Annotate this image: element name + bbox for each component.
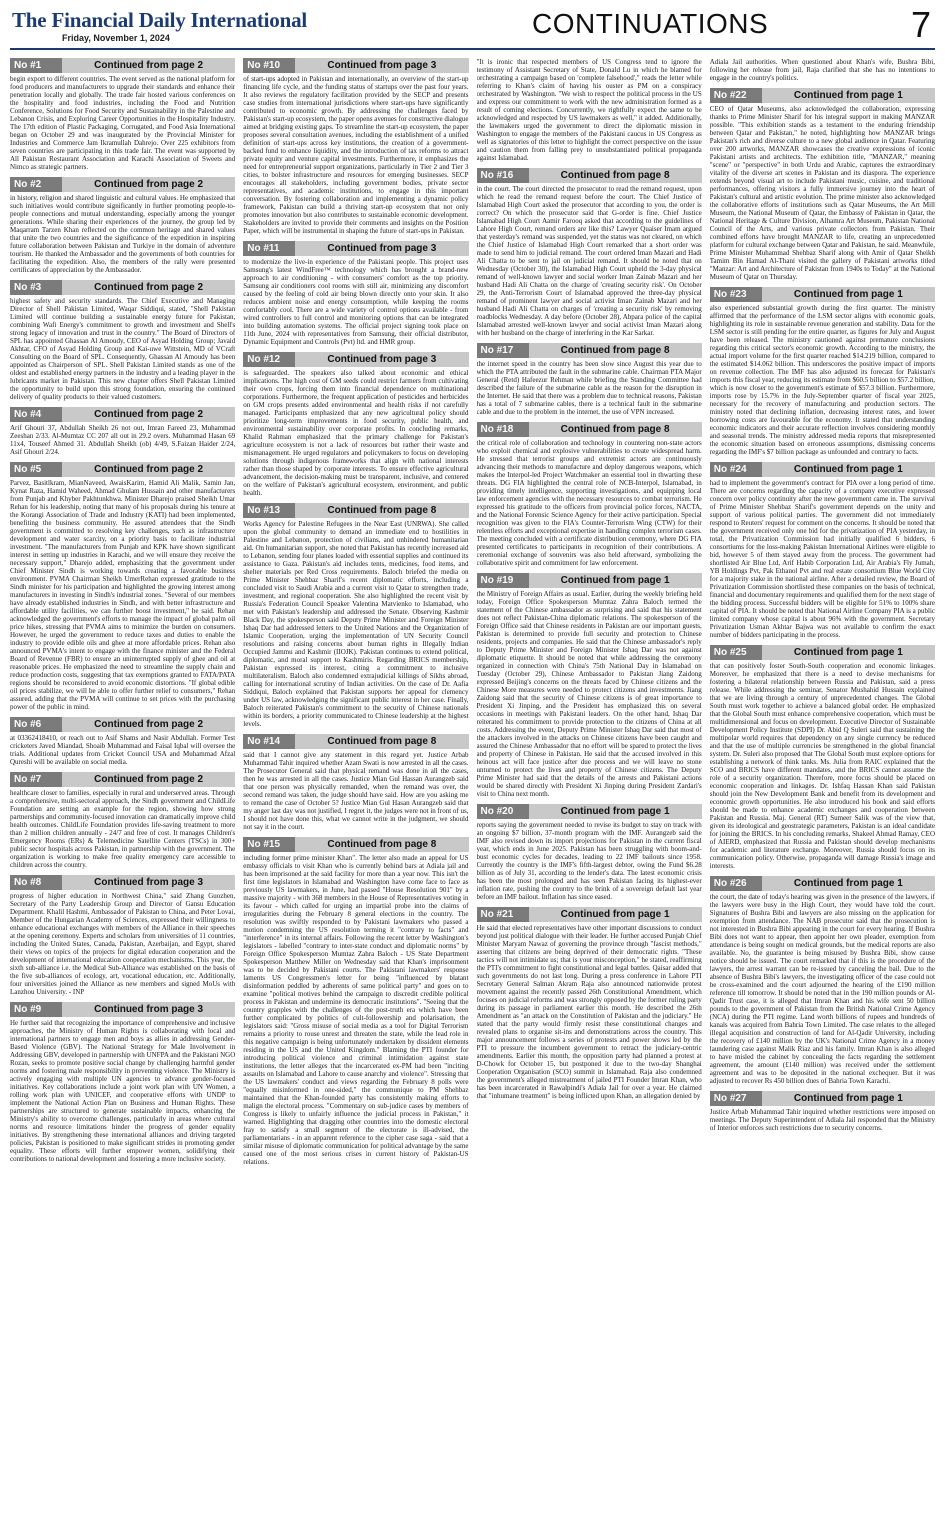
story bbox=[477, 422, 702, 567]
continued-label: Continued from page 8 bbox=[529, 422, 702, 437]
story bbox=[243, 352, 468, 497]
story bbox=[710, 645, 935, 870]
story-header bbox=[710, 1091, 935, 1106]
story-text: in history, religion and shared linguistic and cultural values. He emphasized that such initiatives would contribute significantly in further promoting people-to-people connections and mutual understanding, especially among the younger generations. While sharing their experiences of the journey, the group led by Maqarram Tarzen Khan reflected on the common heritage and shared values that unite the two countries and the significance of the expedition in inspiring future collaboration between Pakistan and Turkiye in the domain of adventure tourism. He thanked the Ambassador and the governments of both countries for facilitating the expedition. Also, the members of the rally were presented certificates of appreciation by the Ambassador. bbox=[10, 194, 236, 274]
story bbox=[10, 1002, 235, 1163]
story-header bbox=[477, 422, 702, 437]
story-header bbox=[710, 462, 935, 477]
story-text: the critical role of collaboration and technology in countering non-state actors who exploit chemical and explosive vulnerabilities to create widespread harm. He stressed that terrorist groups and extremist actors are continuously advancing their methods to manufacture and deploy dangerous weapons, which makes the Interpol-led Project Watchmaker an essential tool in thwarting these threats. DG FIA highlighted the central role of NCB-Interpol, Islamabad, in providing timely intelligence, supporting investigations, and equipping local law enforcement agencies with the necessary resources to combat terrorism. He expressed his gratitude to the officers from provincial police forces, NACTA, and the National Forensic Science Agency for their active participation. Special recognition was given to the FIA's Counter-Terrorism Wing (CTW) for their relentless efforts and exceptional expertise in handling complex terrorism cases. The meeting concluded with a certificate distribution ceremony, where DG FIA presented certificates to participants in recognition of their contributions. A ceremonial exchange of souvenirs was also held afterward, symbolizing the collaborative spirit and commitment for law enforcement. bbox=[476, 439, 702, 567]
story bbox=[710, 88, 935, 281]
story-text: the court, the date of today's hearing was given in the presence of the lawyers, if the lawyers were busy in the High Court, they would have told the court. Signatures of Bushra Bibi and lawyers are also missing on the application for exemption from attendance. The NAB prosecutor said that the prosecution is not interested in Bushra Bibi appearing in the court for every hearing. If Bushra Bibi does not want to appear, then appoint her own pleader, exemption from attendance is being sought on medical grounds, but the medical reports are also available. No, the guarantee is being misused by Bushra Bibi, show cause notice should be issued. The court remarked that if this is the procedure of the lawyers, the arrest warrant can be re-issued by canceling the bail. Due to the absence of Bushra Bibi's lawyers, the investigating officer of the case could not be cross-examined and the court adjourned the hearing of the £190 million reference till tomorrow. It should be noted that in the 190 million pounds or Al-Qadir Trust case, it is alleged that Imran Khan and his wife sent 50 billion pounds to the government of Pakistan from the British National Crime Agency (NCA) during the PTI regime. Land worth billions of rupees and hundreds of kanals was acquired from Bahria Town Limited. The case relates to the alleged illegal acquisition and construction of land for Al-Qadir University, including the recovery of £140 million by the UK's National Crime Agency in a money laundering case against Malik Riaz and his family. Imran Khan is also alleged to have misled the cabinet by concealing the facts regarding the settlement agreement, the amount (£140 million) was received under the settlement agreement and was to be deposited in the national exchequer. But it was adjusted to recover Rs 450 billion dues of Bahria Town Karachi. bbox=[709, 893, 935, 1085]
continued-label: Continued from page 8 bbox=[295, 503, 468, 518]
story bbox=[243, 241, 468, 346]
story-text: Justice Arbab Muhammad Tahir inquired whether restrictions were imposed on meetings. The Deputy Superintendent of Adiala Jail responded that the Ministry of Interior enforces such restrictions due to security concerns. bbox=[709, 1108, 935, 1132]
story bbox=[477, 168, 702, 337]
story bbox=[710, 462, 935, 639]
story-text: is safeguarded. The speakers also talked about economic and ethical implications. The high cost of GM seeds could restrict farmers from cultivating their own crops, forcing them into financial dependence on multinational corporations. Furthermore, the frequent application of pesticides and herbicides on GM crops presents added environmental and health risks if not carefully managed. Participants emphasized that any new agricultural policy should prioritize long-term improvements in food security, public health, and environmental sustainability over corporate profits. In concluding remarks, Khalid Rahman emphasized that the primary challenge for Pakistan's agriculture ecosystem is not a lack of resources but rather their waste and mismanagement. He urged regulators and policymakers to focus on developing solutions through indigenous frameworks that align with national interests rather than those shaped by corporate interests. To ensure effective agricultural advancement, the decision-making must be transparent, inclusive, and centered on the welfare of Pakistan's agricultural ecosystem, environment, and public health. bbox=[243, 369, 469, 497]
story-header bbox=[710, 287, 935, 302]
story-text: at 03362418410, or reach out to Asif Shams and Nasir Abdullah. Former Test cricketers Javed Miandad, Shoaib Muhammad and Faisal Iqbal will oversee the trials. Additional updates from Cricket Council USA and Muhammad Afzal Qureshi will be available on social media. bbox=[10, 734, 236, 766]
story-text: the internet speed in the country has been slow since August this year due to which the PTA attributed the fault in the submarine cable. Chairman PTA Major General (Retd) Hafeezur Rehman while briefing the Standing Committee had described the failure of the submarine cable as the reason for the disruption in the Internet. He said that there was a problem due to technical reasons, Pakistan has a total of 7 submarine cables, there is a technical fault in the submarine cable and due to the problem in the internet, the use of VPN increased. bbox=[476, 360, 702, 416]
story-number: No #22 bbox=[710, 88, 762, 103]
story-number: No #14 bbox=[243, 734, 295, 749]
story bbox=[710, 58, 935, 82]
story bbox=[10, 407, 235, 456]
story bbox=[243, 503, 468, 728]
story-number: No #23 bbox=[710, 287, 762, 302]
story-number: No #6 bbox=[10, 717, 62, 732]
column-2 bbox=[243, 58, 468, 1524]
story-number: No #11 bbox=[243, 241, 295, 256]
continued-label: Continued from page 1 bbox=[762, 462, 935, 477]
paper-name: The Financial Daily International bbox=[12, 8, 308, 32]
story-text: in the court. The court directed the prosecutor to read the remand request, upon which he read the remand request before the court. The Chief Justice of Islamabad High Court asked the prosecutor that according to you, the order is correct? On which the prosecutor said that G-order is fine. Chief Justice Islamabad High Court Aamir Farooq asked that according to the guidelines of Lahore High Court, remand orders are like this? Lawyer Quaiser Imam argued that yesterday's remand was suspended, yet the status was not cleared, on which the Chief Justice of Islamabad High Court remarked that a short order was made to send him to judicial remand. The court ordered Iman Mazari and Hadi Ali Chatta to be sent to jail on judicial remand. It should be noted that on Wednesday (October 30), the Islamabad High Court upheld the 3-day physical remand of well-known lawyer and social worker Iman Zainab Mazari and her husband Hadi Ali Chatta on the charge of 'creating security risk'. On October 29, the Anti-Terrorism Court of Islamabad approved the three-day physical remand of prominent lawyer and social activist Iman Zainab Mazari and her husband Hadi Ali Chatta on charges of 'creating a security risk' by removing roadblocks Wednesday. A day before (October 28), Abpara police of the capital Islamabad arrested well-known lawyer and social activist Iman Mazari along with her husband on the charge of interfering in the Kar Sarkar. bbox=[476, 185, 702, 337]
section-title: CONTINUATIONS bbox=[532, 8, 769, 39]
story-header bbox=[10, 280, 235, 295]
story-number: No #27 bbox=[710, 1091, 762, 1106]
story-number: No #26 bbox=[710, 876, 762, 891]
story-header bbox=[477, 907, 702, 922]
continued-label: Continued from page 1 bbox=[762, 1091, 935, 1106]
story-header bbox=[243, 734, 468, 749]
continued-label: Continued from page 8 bbox=[529, 168, 702, 183]
story-header bbox=[477, 168, 702, 183]
story-header bbox=[710, 645, 935, 660]
continued-label: Continued from page 2 bbox=[62, 772, 235, 787]
continued-label: Continued from page 2 bbox=[62, 407, 235, 422]
story-text: He further said that recognizing the importance of comprehensive and inclusive approaches, the Ministry of Human Rights is collaborating with local and international partners to engage men and boys as allies in addressing Gender-Based Violence (GBV). The National Strategy for Male Involvement in Addressing GBV, developed in partnership with UNFPA and the Pakistani NGO Rozan, seeks to promote positive social change by challenging harmful gender norms and fostering male responsibility in preventing violence. The Ministry is actively engaging with multiple UN agencies to advance gender-focused initiatives. Key collaborations include a joint work plan with UN Women, a rolling work plan with UNICEF, and cooperative efforts with UNDP to implement the National Action Plan on Business and Human Rights. These partnerships are structured to generate sustainable impacts, enhancing the Ministry's ability to overcome challenges, particularly in areas where cultural norms and resource limitations hinder the progress of gender equality initiatives. By strengthening these international alliances and driving targeted policies, Pakistan is positioned to make significant strides in promoting gender equality. These efforts will further empower women, solidifying their contributions to national development and fostering a more inclusive society. bbox=[10, 1019, 236, 1163]
story-number: No #21 bbox=[477, 907, 529, 922]
continued-label: Continued from page 1 bbox=[762, 287, 935, 302]
continued-label: Continued from page 2 bbox=[62, 462, 235, 477]
continued-label: Continued from page 1 bbox=[762, 645, 935, 660]
continued-label: Continued from page 2 bbox=[62, 280, 235, 295]
story bbox=[10, 280, 235, 401]
continued-label: Continued from page 3 bbox=[295, 241, 468, 256]
story-number: No #16 bbox=[477, 168, 529, 183]
story-text: had to implement the government's contract for PIA over a long period of time. There are concerns regarding the capacity of a company executive expressed concern over policy continuity after the new government came in. The survival of Prime Minister Shehbaz Sharif's government depends on the unity and support of various political parties. The government did not immediately respond to Reuters' request for comment on the concerns. It should be noted that the government received only one bid for the privatization of PIA yesterday, in total, the Privatization Commission had initially qualified 6 bidders, 6 consortiums for the loss-making Pakistan International Airlines were eligible to bid, however 5 of them stayed away from the process. The government had shortlisted Air Blue Ltd, Arif Habib Corporation Ltd, Air Arabia's Fly Jumah, YB Holdings Pvt, Pak Ethanol Pvt and real estate consortium Blue World City for a majority stake in the national airline. After a detailed review, the Board of Privatization Commission shortlisted these companies on the basis of technical, financial and documentary requirements and qualified them for the next stage of the bidding process. Successful bidders will be eligible for 51% to 100% share capital of PIA. It should be noted that National Airline Company PIA is a public limited company whose capital is about 96% with the government. Secretary Privatization Usman Akhtar Bajwa was not available to confirm the exact number of bidders participating in the process. bbox=[709, 479, 935, 639]
page-number: 7 bbox=[910, 4, 931, 45]
story-text: to modernize the live-in experience of the Pakistani people. This project uses Samsung's latest WindFree™ technology which has brought a brand-new approach to air conditioning - with consumers' comfort as the top priority. Samsung air conditioners cool rooms with still air, minimizing any discomfort caused by the feeling of cold air being blown directly onto your skin. It also reduces ambient noise and energy consumption, while keeping the rooms comfortably cool. There are a wide variety of control options available - from wired controllers to full control and monitoring options that can be integrated into building automation systems. The official project signing took place on 11th June, 2024 with representatives from Samsung, their official distributor, Dynamic Equipment and Controls (Pvt) ltd. and HMR group. bbox=[243, 258, 469, 346]
story bbox=[10, 772, 235, 869]
story-text: begin export to different countries. The event served as the national platform for food producers and manufacturers to upgrade their standards and enhance their penetration locally and globally. The trade fair hosted various conferences on the hospitality and food industries, including the Food and Nutrition Conference, Solutions for Food Security and Sustainability in the Palestine and Lebanon Crisis, and Exploring Career Opportunities in the Hospitality Industry. The 17th edition of Plastic Packaging, Corrugated, and Food Asia International began on October 29 and was inaugurated by the Provincial Minister for Industries and Commerce Jam Ikramullah Dahrejo. Over 225 exhibitors from seven countries are participating in this trade fair. The event was supported by All Pakistan Restaurant Association and Karachi Association of Sweets and Nimco as strategic partners. bbox=[10, 75, 236, 171]
story-number: No #5 bbox=[10, 462, 62, 477]
continued-label: Continued from page 1 bbox=[529, 907, 702, 922]
story-number: No #4 bbox=[10, 407, 62, 422]
continued-label: Continued from page 3 bbox=[62, 875, 235, 890]
story-text: that can positively foster South-South cooperation and economic linkages. Moreover, he emphasized that there is a need to devise mechanisms for fostering a bilateral relationship between Russia and Pakistan, said a press release. While addressing the seminar, Senator Mushahid Hussain explained that we are living through a century of unprecedented changes. The Global South must work together to achieve a balanced global order. He emphasized that the Global South must enhance comprehensive cooperation, which must be multidimensional and focus on development. Executive Director of Sustainable Development Policy Institute (SDPI) Dr. Abid Q Suleri said that sustaining the multipolar world requires that dependency on any single currency be reduced and that the use of multiple currencies be strengthened in the global financial system. Dr. Suleri also proposed that The Global South must explore options for establishing a network of think tanks. Ms. Julia from RAIC explained that the SCO and BRICS have different mandates, and the BRICS cannot assume the role of a security organization. Therefore, more focus should be placed on economic cooperation and linkages. Dr. Ishfaq Hassan Khan said Pakistan should join the New Development Bank and benefit from its development and economic growth opportunities. He also introduced his book and said efforts should be made to enhance academic exchanges and cooperation between Pakistan and Russia. Maj. General (RT) Sumeer Salik was of the view that, given its ideological and geostrategic parameters, Pakistan is an ideal candidate for joining the BRICS. In his concluding remarks, Shakeel Ahmad Ramay, CEO of AIERD, emphasized that Russia and Pakistan should develop mechanisms for academic and literature exchange. Moreover, Russia should focus on its communication policy. Otherwise, propaganda will damage Russia's image and interests. bbox=[709, 662, 935, 870]
story-header bbox=[10, 462, 235, 477]
story bbox=[243, 734, 468, 831]
story-header bbox=[243, 503, 468, 518]
story bbox=[477, 804, 702, 901]
story-text: healthcare closer to families, especially in rural and underserved areas. Through a comprehensive, multi-sectoral approach, the Sindh government and ChildLife Foundation are setting an example for the region, showing how strong partnerships and community-focused innovation can dramatically improve child health outcomes. ChildLife Foundation provides life-saving treatment to more than 2 million children annually - 24/7 and free of cost. It manages Children's Emergency Rooms (ERs) & Telemedicine Satellite Centers (TSCs) in 300+ public sector hospitals across Pakistan, in partnership with the government. The organization is working to make free quality emergency care accessible to children across the country. bbox=[10, 789, 236, 869]
story-number: No #13 bbox=[243, 503, 295, 518]
continued-label: Continued from page 1 bbox=[762, 88, 935, 103]
story-number: No #15 bbox=[243, 837, 295, 852]
story-text: highest safety and security standards. The Chief Executive and Managing Director of Shell Pakistan Limited, Waqar Siddiqui, stated, "Shell Pakistan Limited will continue building a sustainable energy future for Pakistan, combining Wafi Energy's commitment to growth and investment and Shell's strong legacy of innovation and trust in the country." The Board of Directors of SPL has appointed Ghassan Al Amoudy, CEO of Asyad Holding Group; Javaid Akhtar, CFO of Asyad Holding Group and Kai-uwe Wittstein, MD of VCraft Consulting on the Board of SPL. Consequently, Ghassan Al Amoudy has been appointed as Chairperson of SPL. Shell Pakistan Limited stands as one of the oldest and established energy partners in the industry and a leading player in the lubricants market in Pakistan. This new chapter offers Shell Pakistan Limited the opportunity to build upon this strong foundation, ensuring the continued delivery of quality products to their valued customers. bbox=[10, 297, 236, 401]
story-header bbox=[10, 1002, 235, 1017]
story-text: the Ministry of Foreign Affairs as usual. Earlier, during the weekly briefing held today, Foreign Office Spokesperson Mumtaz Zahra Baloch termed the statement of the Chinese ambassador as surprising and said that his statement does not reflect Pakistan-China diplomatic relations. The spokesperson of the Foreign Office said that Chinese residents in Pakistan are our important guests, Pakistan is determined to provide full security and protection to Chinese residents, projects and companies. He said that the Chinese ambassador's reply to Deputy Prime Minister and Foreign Minister Ishaq Dar was not against diplomatic etiquette. It should be noted that while addressing the ceremony organized in connection with China's 75th National Day in Islamabad on Tuesday (October 29), Chinese Ambassador to Pakistan Jiang Zaidong expressed Beijing's concerns on the threats faced by Chinese citizens and the Chinese More measures were needed to protect citizens and investments. Jiang Zaidong said that the security of Chinese citizens is of great importance to President Xi Jinping, and the President has emphasized this on several occasions in meetings with Pakistani leaders. On the other hand, Ishaq Dar reiterated his commitment to provide protection to the citizens of China at all costs. Addressing the event, Deputy Prime Minister Ishaq Dar said that most of the attackers involved in the attacks on Chinese citizens have been caught and assured the Chinese Ambassador that no effort will be spared to protect the lives and property of Chinese in Pakistan. He said that the accused involved in this heinous act will face justice after due process and we will leave no stone unturned to protect the lives and property of Chinese citizens. The Deputy Prime Minister had said that the details of the arrests and Pakistani actions would be shared directly with President Xi Jinping during President Zardari's visit to China next month. bbox=[476, 590, 702, 798]
paper-date: Friday, November 1, 2024 bbox=[62, 33, 170, 43]
story-text: He said that elected representatives have other important discussions to conduct beyond just political dialogue with their leader. He further accused Punjab Chief Minister Maryam Nawaz of governing the province through "fascist methods," asserting that citizens are being deprived of their democratic rights. "These tactics will not intimidate us; that is your misconception," he stated, reaffirming the PTI's commitment to fight constitutional and legal battles. Qaisar added that such governments do not last long. During a press conference in Lahore PTI Secretary General Salman Akram Raja also announced nationwide protest movement against the recently passed 26th Constitutional Amendment, which focuses on judicial reforms and was strongly opposed by the former ruling party during its passage in parliament earlier this month. He described the 26th Amendment as "an attack on the Constitution of Pakistan and the judiciary." He stated that the party would firmly resist these constitutional changes and revealed plans to organise sit-ins and demonstrations across the country. This major announcement follows a series of protests and power shows led by the PTI to pressure the incumbent government to retract the judiciary-centric amendments. Earlier this month, the opposition party had planned a protest at D-Chowk for October 15, but postponed it due to the two-day Shanghai Cooperation Organisation (SCO) summit in Islamabad. Raja also condemned the government's alleged mistreatment of jailed PTI Founder Imran Khan, who has been incarcerated in Rawalpindi's Adiala Jail for over a year. He claimed that "inhumane treatment" is being inflicted upon Khan, an allegation denied by bbox=[476, 924, 702, 1100]
story bbox=[710, 1091, 935, 1132]
columns bbox=[10, 58, 935, 1524]
story-header bbox=[477, 804, 702, 819]
story-text: CEO of Qatar Museums, also acknowledged the collaboration, expressing thanks to Prime Minister Sharif for his integral support in making MANZAR possible. "This exhibition stands as a testament to the enduring friendship between Qatar and Pakistan," he noted, highlighting how MANZAR brings Pakistan's rich and diverse culture to a new global audience in Qatar. Featuring over 200 artworks, MANZAR showcases the creative expressions of iconic Pakistani artists and architects. The exhibition title, "MANZAR," meaning "scene" or "perspective" in both Urdu and Arabic, captures the extraordinary vitality of the diverse art scenes in Pakistan and its diaspora. The experience extends beyond visual art to include Pakistani music, cuisine, and traditional performances, offering visitors a fully immersive journey into the heart of Pakistan's cultural and artistic evolution. The prime minister also acknowledged the collaborative efforts of institutions such as Qatar Museums, the Art Mill Museum, the National Museum of Qatar, the Embassy of Pakistan in Qatar, the National Heritage & Culture Division, Alhamra Art Museum, Pakistan National Council of the Arts, and various private collectors from Pakistan. Their combined efforts have brought MANZAR to life, creating an unprecedented platform for cultural exchange between Qatar and Pakistan, he said. Meanwhile, Prime Minister Muhammad Shehbaz Sharif along with Amir of Qatar Sheikh Tamim Bin Hamad Al-Thani visited the gallery of Pakistani artworks titled "Manzar: Art and Architecture of Pakistan from 1940s to Today" at the National Museum of Qatar on Thursday. bbox=[709, 105, 935, 281]
story-number: No #19 bbox=[477, 573, 529, 588]
story-number: No #25 bbox=[710, 645, 762, 660]
masthead bbox=[10, 6, 935, 50]
story-number: No #18 bbox=[477, 422, 529, 437]
story bbox=[243, 837, 468, 1166]
story-header bbox=[10, 772, 235, 787]
continued-label: Continued from page 8 bbox=[529, 343, 702, 358]
story-header bbox=[243, 241, 468, 256]
story-text: Parvez, Basitlkram, MianNaveed, AwaisKarim, Hamid Ali Malik, Samin Jan, Kynat Raza, Hamid Waheed, Ahmad Ghulam Hussain and other manufacturers from Punjab and Khyber Pakhtunkhwa. Minister Dharejo praised Sheikh Umar Rehan for his leadership, noting that many of his proposals during his tenure at the Korangi Association of Trade and Industry (KATI) had been implemented, benefiting the business community. He assured attendees that the Sindh government is committed to resolving key challenges, such as infrastructure development and water scarcity, on a priority basis to facilitate industrial investment. "The manufacturers from Punjab and KPK have shown significant interest in setting up industries in Karachi, and we will ensure they receive the necessary support," Dharejo added, emphasizing that the government under Chief Minister Sindh is working towards creating a favorable business environment. PVMA Chairman Sheikh UmerRehan expressed gratitude to the Sindh minister for his participation and highlighted the growing interest among manufacturers in investing in Sindh's industrial zones. "Several of our members have already established industries in Sindh, and with better infrastructure and affordable utility facilities, we can further boost investment," he said. Rehan acknowledged the government's efforts to manage the impact of global palm oil price hikes, stressing that PVMA aims to minimize the burden on consumers. However, he urged the government to reduce taxes and duties to enable the industry to provide edible oils and ghee at more affordable prices. Rehan also announced PVMA's intent to engage with the finance minister and the Federal Board of Revenue (FBR) to ensure an uninterrupted supply of ghee and oil at reasonable prices. He emphasized the need to streamline the supply chain and reduce production costs, suggesting that tax exemptions granted to FATA/PATA regions should be reconsidered to avoid economic distortions. "If global edible oil prices stabilize, we will be able to offer further relief to consumers," Rehan assured, adding that the PVMA will continue to set prices with the purchasing power of the public in mind. bbox=[10, 479, 236, 711]
continued-label: Continued from page 3 bbox=[295, 58, 468, 73]
story-number: No #1 bbox=[10, 58, 62, 73]
story bbox=[10, 177, 235, 274]
story bbox=[10, 875, 235, 996]
story-header bbox=[710, 88, 935, 103]
story bbox=[10, 717, 235, 766]
story-number: No #20 bbox=[477, 804, 529, 819]
continued-label: Continued from page 2 bbox=[62, 177, 235, 192]
continued-label: Continued from page 8 bbox=[295, 837, 468, 852]
story-number: No #10 bbox=[243, 58, 295, 73]
continued-label: Continued from page 1 bbox=[529, 573, 702, 588]
story-header bbox=[10, 407, 235, 422]
story bbox=[243, 58, 468, 235]
story bbox=[710, 287, 935, 456]
story bbox=[710, 876, 935, 1085]
story-text: Works Agency for Palestine Refugees in the Near East (UNRWA). She called upon the global community to demand an immediate end to hostilities in Palestine and Lebanon, protection of civilians, and unhindered humanitarian aid. On humanitarian support, she noted that Pakistan has recently increased aid to Lebanon, sending four planes loaded with essential supplies and continued its assistance to Gaza. Pakistan's aid includes tents, medicines, food items, and shelter materials per Red Cross requirements. Baloch briefed the media on Prime Minister Shehbaz Sharif's recent diplomatic efforts, including a concluded visit to Saudi Arabia and a current visit to Qatar to strengthen trade, investment, and regional cooperation. She also highlighted the recent visit by Russia's Federation Council Speaker Valentina Matvienko to Islamabad, who met with Pakistan's leadership and addressed the Senate. Observing Kashmir Black Day, the spokesperson said Deputy Prime Minister and Foreign Minister Ishaq Dar had addressed letters to the United Nations and the Organization of Islamic Cooperation, urging the implementation of UN Security Council resolutions and raising concerns about human rights in Illegally Indian Occupied Jammu and Kashmir (IIOJK). Pakistan continues to extend political, diplomatic, and moral support to Kashmiris. Regarding BRICS membership, Pakistan expressed its interest, citing a commitment to inclusive multilateralism. Baloch also condemned extrajudicial killings of Sikhs abroad, calling for international scrutiny of Indian activities. On the case of Dr. Aafia Siddiqui, Baloch explained that Pakistan supports her appeal for clemency under US law, acknowledging the significant public interest in her case. Finally, Baloch reiterated Pakistan's commitment to the security of Chinese nationals within its borders, a priority communicated to Chinese leadership at the highest levels. bbox=[243, 520, 469, 728]
story-text: progress of higher education in Northwest China," said Zhang Guozhen, Secretary of the Party Leadership Group and Director of Gansu Education Department. Khalil Hashmi, Ambassador of Pakistan to China, and Peter Lovai, Member of the Hungarian Academy of Sciences, expressed their willingness to enhance educational exchanges with members of the Alliance in their speeches at the opening ceremony. Experts and scholars from universities of 11 countries, including the United States, Canada, Pakistan, Azerbaijan, and Egypt, shared their views on topics of the projects for digital education cooperation and the development of international education cooperation mechanisms. This year, the sixth sub-alliance i.e. the Medical Sub-Alliance was established on the basis of the five sub-alliances of ecology, art, vocational education, etc. Additionally, four universities joined the Alliance as new members and signed MoUs with Lanzhou University. - INP bbox=[10, 892, 236, 996]
story bbox=[477, 58, 702, 162]
column-4 bbox=[710, 58, 935, 1524]
story-header bbox=[477, 573, 702, 588]
continued-label: Continued from page 2 bbox=[62, 58, 235, 73]
story-text: also experienced substantial growth during the first quarter. The ministry affirmed that the performance of the LSM sector aligns with economic goals, highlighting its role in sustainable revenue generation and stability. Data for the LSM sector is still pending for the entire quarter, as figures for July and August have been released. The ministry cautioned against premature conclusions regarding this critical sector's economic growth. According to the ministry, the actual import volume for the first quarter reached $14.219 billion, compared to the estimated $14.062 billion. This underscores the positive impact of imports on revenue collection. The IMF has also adjusted its forecast for Pakistan's imports this fiscal year, reducing its estimate from $60.5 billion to $57.2 billion, which is now closer to the government's estimate of $57.3 billion. Furthermore, imports rose by 15.7% in the July-September quarter of fiscal year 2025, necessary for the recovery of manufacturing and production sectors. The ministry noted that declining inflation, decreasing interest rates, and lower borrowing costs are favourable for the economy. It stated that understanding economic indicators and their accurate reflection involves considering monthly and seasonal trends. The ministry addressed media reports that misrepresented the economic situation based on erroneous assumptions, dismissing concerns regarding the IMF's $7 billion package as unfounded and contrary to facts. bbox=[709, 304, 935, 456]
story bbox=[477, 907, 702, 1100]
continued-label: Continued from page 8 bbox=[295, 734, 468, 749]
continued-label: Continued from page 1 bbox=[529, 804, 702, 819]
story-header bbox=[10, 717, 235, 732]
story bbox=[477, 343, 702, 416]
story-text: of start-ups adopted in Pakistan and internationally, an overview of the start-up financing life cycle, and the funding status of startups over the past four years. It also reviews the regulatory facilitation provided by the SECP and presents case studies from international jurisdictions where start-ups have significantly contributed to economic growth. By addressing the challenges faced by Pakistan's start-up ecosystem, the paper opens avenues for constructive dialogue aimed at bridging existing gaps. To streamline the start-up ecosystem, the paper proposes several consultation avenues, including the establishment of a unified definition of start-ups across key institutions, the creation of a government-backed fund to enhance liquidity, and the introduction of tax reforms to attract private equity and venture capital investments. Furthermore, it emphasizes the need for entrepreneurial support organizations, particularly in Tier 2 and Tier 3 cities, to bolster infrastructure and resources for emerging businesses. SECP encourages all stakeholders, including government bodies, private sector representatives, and academic institutions, to engage in this important conversation. By fostering collaboration and implementing a dynamic policy framework, Pakistan can build a thriving start-up ecosystem that not only promotes innovation but also contributes to sustainable economic development. Stakeholders are invited to provide their comments and insights on the Position Paper, which will be instrumental in shaping the future of start-ups in Pakistan. bbox=[243, 75, 469, 235]
story-header bbox=[10, 875, 235, 890]
column-3 bbox=[477, 58, 702, 1524]
story-number: No #17 bbox=[477, 343, 529, 358]
story-number: No #9 bbox=[10, 1002, 62, 1017]
story-number: No #8 bbox=[10, 875, 62, 890]
story-header bbox=[10, 58, 235, 73]
story-header bbox=[243, 352, 468, 367]
story-text: "It is ironic that respected members of US Congress tend to ignore the testimony of Assistant Secretary of State, Donald Lu in which he blamed for orchestrating a campaign based on 'complete falsehood'," reads the letter while referring to Khan's claim of having his ouster as PM on a conspiracy orchestrated by Washington. "We wish to respect the political process in the US and express our commitment to work with the new administration formed as a result of coming elections. Concurrently, we rightfully expect the same to be acknowledged and respected by US lawmakers as well," it added. Additionally, the lawmakers urged the government to direct the diplomatic mission in Washington to engage the members of the Pakistani caucus in US Congress as well as signatories of this letter to highlight the correct perspective on the issue and caution them from falling prey to unsubstantiated political propaganda against Islamabad. bbox=[476, 58, 702, 162]
story-number: No #3 bbox=[10, 280, 62, 295]
story-text: Adiala Jail authorities. When questioned about Khan's wife, Bushra Bibi, following her release from jail, Raja clarified that she has no intentions to engage in the country's politics. bbox=[709, 58, 935, 82]
story-header bbox=[243, 58, 468, 73]
story-header bbox=[710, 876, 935, 891]
story-header bbox=[477, 343, 702, 358]
story-text: reports saying the government needed to revise its budget to stay on track with an ongoing $7 billion, 37-month program with the IMF. Aurangzeb said the IMF also revised down its import projections for Pakistan in the current fiscal year, which ends in June 2025. Pakistan has been struggling with boom-and-bust economic cycles for decades, leading to 22 IMF bailouts since 1958. Currently the country is the IMF's fifth-largest debtor, owing the Fund $6.28 billion as of July 31, according to the lender's data. The latest economic crisis has been the most prolonged and has seen Pakistan facing its highest-ever inflation rate, pushing the country to the brink of a sovereign default last year before an IMF bailout. Inflation has since eased. bbox=[476, 821, 702, 901]
continued-label: Continued from page 1 bbox=[762, 876, 935, 891]
story-header bbox=[10, 177, 235, 192]
story-text: Arif Ghouri 37, Abdullah Sheikh 26 not out, Imran Fareed 23, Muhammad Zeeshan 2/33. Al-Mumtaz CC 207 all out in 29.2 overs. Muhammad Hasan 69 11x4, Touseef Ahmed 31. Abdullah Sheikh (ob) 4/49, S.Faizan Haider 2/24, Asif Ghouri 2/24. bbox=[10, 424, 236, 456]
story bbox=[10, 462, 235, 711]
story-number: No #24 bbox=[710, 462, 762, 477]
column-1 bbox=[10, 58, 235, 1524]
continued-label: Continued from page 2 bbox=[62, 717, 235, 732]
story bbox=[477, 573, 702, 798]
story-text: including former prime minister Khan". The letter also made an appeal for US embassy officials to visit Khan who is currently behind bars at Adiala jail and has been imprisoned at the said facility for more than a year now. This isn't the first time legislators in Islamabad and Washington have come face to face as previously US lawmakers, in June, had passed "House Resolution 901" by a massive majority - with 368 members in the House of Representatives voting in its favour - which called for urging an impartial probe into the claims of irregularities during the February 8 general elections in the country. The resolution was swiftly responded to by Pakistani lawmakers who passed a motion condemning the US resolution terming it "contrary to facts" and "interference" in its internal affairs. Following the recent letter by Washington's legislators - labelled "contrary to inter-state conduct and diplomatic norms" by Foreign Office Spokesperson Mumtaz Zahra Baloch - US State Department Spokesperson Matthew Miller on Wednesday said that Khan's imprisonment was to be decided by Pakistani courts. The Pakistani lawmakers' response laments US Congressmen's letter for being "influenced by blatant disinformation peddled by adherents of same political party" and goes on to examine "political motives behind the campaign to discredit credible political process in Pakistan and undermine its democratic institutions". "Seeing that the country grapples with the challenges of the post-truth era which have been further complicated by politics of cult-followership and polarisation, the legislators said: "Gross misuse of social media as a tool for Digital Terrorism remains a priority to rouse unrest and threaten the state, while the lead role in this negative campaign is being unfortunately undertaken by dissident elements residing in the US and the United Kingdom." Blaming the PTI founder for introducing political violence and criminal intimidation against state institutions, the letter alleges that the incarcerated ex-PM had been "inciting assaults on Islamabad and Lahore to cause anarchy and violence". Stressing that the US lawmakers' conduct and views regarding the February 8 polls were "equally misinformed in one-sided," the communique to PM Shehbaz maintained that the Khan-founded party has consistently making efforts to malign the electoral process. "Commentary on sub-judice cases by members of Congress is likely to unfairly influence the judicial process in Pakistan," it warned. Highlighting that dragging other countries into the domestic electoral fray to satisfy a small segment of the electorate is ill-advised, the parliamentarians - in an apparent reference to the cipher case saga - said that a similar misuse of diplomatic communication for political advantage by the same caused one of the most serious crises in current history of Pakistan-US relations. bbox=[243, 854, 469, 1166]
story bbox=[10, 58, 235, 171]
story-number: No #2 bbox=[10, 177, 62, 192]
story-number: No #12 bbox=[243, 352, 295, 367]
story-header bbox=[243, 837, 468, 852]
story-number: No #7 bbox=[10, 772, 62, 787]
continued-label: Continued from page 3 bbox=[62, 1002, 235, 1017]
continued-label: Continued from page 3 bbox=[295, 352, 468, 367]
story-text: said that I cannot give any statement in this regard yet. Justice Arbab Muhammad Tahir inquired whether Azam Swati is now arrested in all the cases. The Prosecutor General said that physical remand was done in all the cases, then he was arrested in all the cases. Justice Mian Gul Hassan Aurangzeb said that one person was physically remanded, when the remand was over, the second remand was taken, the judge should have said. How are you asking me to remand the case of October 5? Justice Mian Gul Hasan Aurangzeb said that my anger last day was not justified, I regret it, the judges were not in front of us, I should not have done this, what we cannot write in the judgment, we should not say it in the court. bbox=[243, 751, 469, 831]
